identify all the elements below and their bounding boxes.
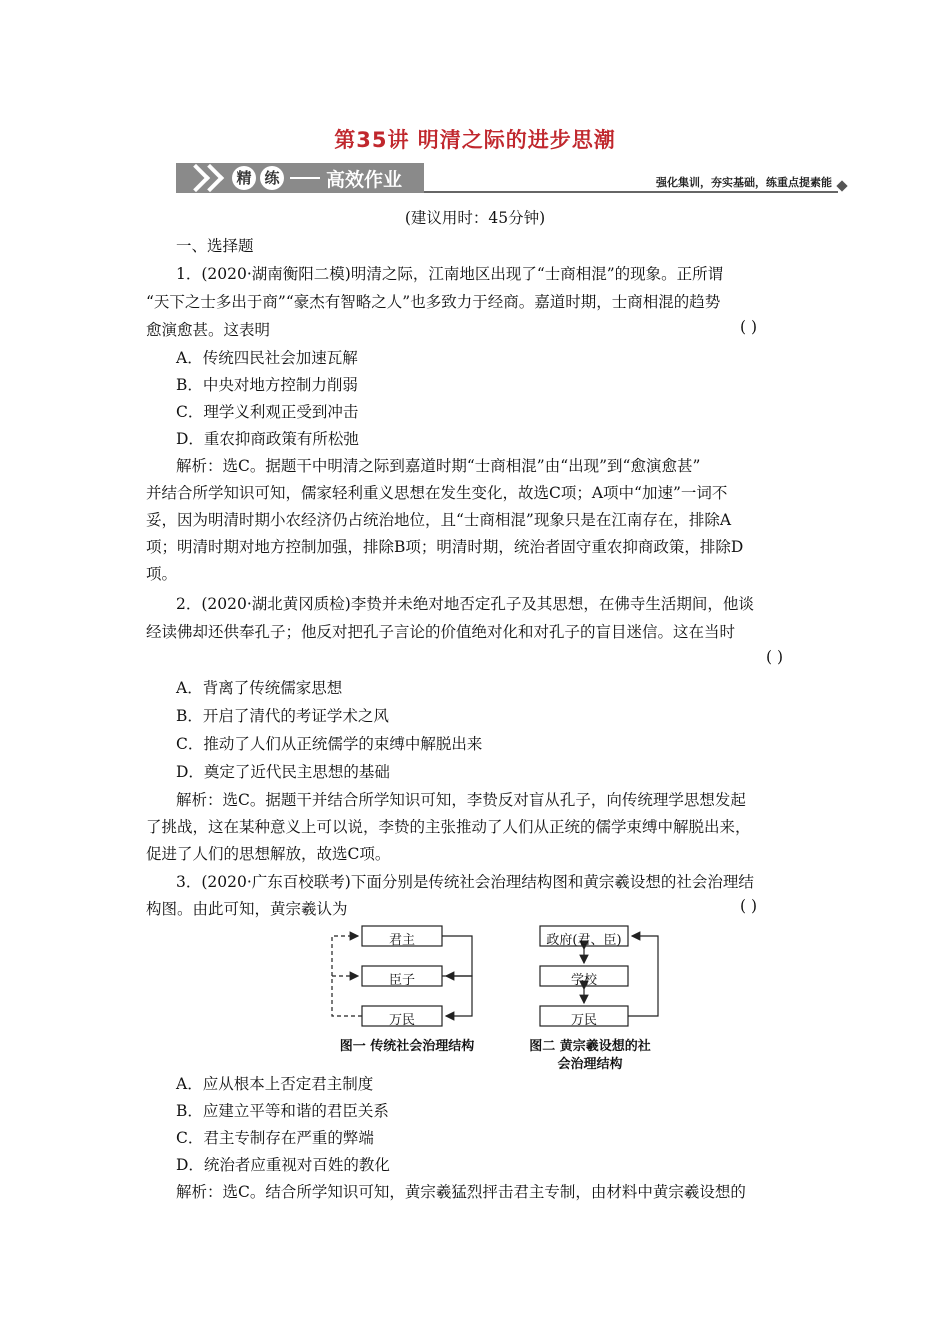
q1-option: C．理学义利观正受到冲击 — [176, 403, 359, 421]
q1-stem-line: “天下之士多出于商”“豪杰有智略之人”也多致力于经商。嘉道时期，士商相混的趋势 — [146, 293, 721, 311]
q1-analysis-line: 解析：选C。据题干中明清之际到嘉道时期“士商相混”由“出现”到“愈演愈甚” — [176, 457, 701, 475]
q2-answer-bracket: ( ) — [766, 648, 784, 666]
fig2-caption-line: 图二 黄宗羲设想的社 — [529, 1039, 651, 1054]
q2-analysis-line: 促进了人们的思想解放，故选C项。 — [146, 845, 391, 863]
banner-slogan: 强化集训，夯实基础，练重点提素能 — [656, 176, 832, 189]
fig1-caption: 图一 传统社会治理结构 — [339, 1039, 475, 1054]
q1-answer-bracket: ( ) — [740, 318, 758, 336]
time-note: (建议用时：45分钟) — [404, 209, 546, 227]
q3-option: A．应从根本上否定君主制度 — [176, 1075, 374, 1093]
q1-analysis-line: 并结合所学知识可知，儒家轻利重义思想在发生变化，故选C项；A项中“加速”一词不 — [146, 484, 728, 502]
q2-stem-line: 经读佛却还供奉孔子；他反对把孔子言论的价值绝对化和对孔子的盲目迷信。这在当时 — [146, 623, 736, 641]
q2-option: B．开启了清代的考证学术之风 — [176, 707, 389, 725]
q3-answer-bracket: ( ) — [740, 897, 758, 915]
q1-analysis-line: 项；明清时期对地方控制加强，排除B项；明清时期，统治者固守重农抑商政策，排除D — [146, 538, 744, 556]
fig1-box-label: 臣子 — [388, 973, 415, 988]
q3-option: C．君主专制存在严重的弊端 — [176, 1129, 374, 1147]
fig2-box-label: 万民 — [570, 1013, 597, 1028]
fig2-box-label: 学校 — [570, 973, 597, 988]
q2-analysis-line: 了挑战，这在某种意义上可以说，李贽的主张推动了人们从正统的儒学束缚中解脱出来， — [146, 818, 751, 836]
page-title: 第35讲 明清之际的进步思潮 — [334, 128, 616, 152]
q1-stem-line: 愈演愈甚。这表明 — [146, 321, 271, 339]
banner-text: 高效作业 — [326, 169, 403, 191]
q1-option: D．重农抑商政策有所松弛 — [176, 430, 359, 448]
banner-badge: 练 — [260, 166, 284, 190]
q1-option: B．中央对地方控制力削弱 — [176, 376, 358, 394]
fig1-box-label: 万民 — [388, 1013, 415, 1028]
q1-analysis-line: 妥，因为明清时期小农经济仍占统治地位，且“士商相混”现象只是在江南存在，排除A — [146, 511, 732, 529]
fig2-box-label: 政府(君、臣) — [546, 933, 622, 948]
q2-analysis-line: 解析：选C。据题干并结合所学知识可知，李贽反对盲从孔子，向传统理学思想发起 — [176, 791, 746, 809]
section-heading: 一、选择题 — [176, 237, 254, 255]
q2-option: C．推动了人们从正统儒学的束缚中解脱出来 — [176, 735, 483, 753]
q3-option: D．统治者应重视对百姓的教化 — [176, 1156, 390, 1174]
q2-stem-line: 2．(2020·湖北黄冈质检)李贽并未绝对地否定孔子及其思想，在佛寺生活期间，他谈 — [176, 595, 754, 613]
banner-badge: 精 — [232, 166, 256, 190]
q3-option: B．应建立平等和谐的君臣关系 — [176, 1102, 389, 1120]
fig1-box-label: 君主 — [388, 933, 415, 948]
q3-analysis-line: 解析：选C。结合所学知识可知，黄宗羲猛烈抨击君主专制，由材料中黄宗羲设想的 — [176, 1183, 746, 1201]
q1-stem-line: 1．(2020·湖南衡阳二模)明清之际，江南地区出现了“士商相混”的现象。正所谓 — [176, 265, 724, 283]
q1-analysis-line: 项。 — [146, 565, 178, 583]
q2-option: D．奠定了近代民主思想的基础 — [176, 763, 390, 781]
q3-stem-line: 3．(2020·广东百校联考)下面分别是传统社会治理结构图和黄宗羲设想的社会治理结 — [176, 873, 754, 891]
q1-option: A．传统四民社会加速瓦解 — [176, 349, 358, 367]
q3-stem-line: 构图。由此可知，黄宗羲认为 — [146, 900, 348, 918]
fig2-caption-line: 会治理结构 — [557, 1057, 623, 1072]
q2-option: A．背离了传统儒家思想 — [176, 679, 343, 697]
